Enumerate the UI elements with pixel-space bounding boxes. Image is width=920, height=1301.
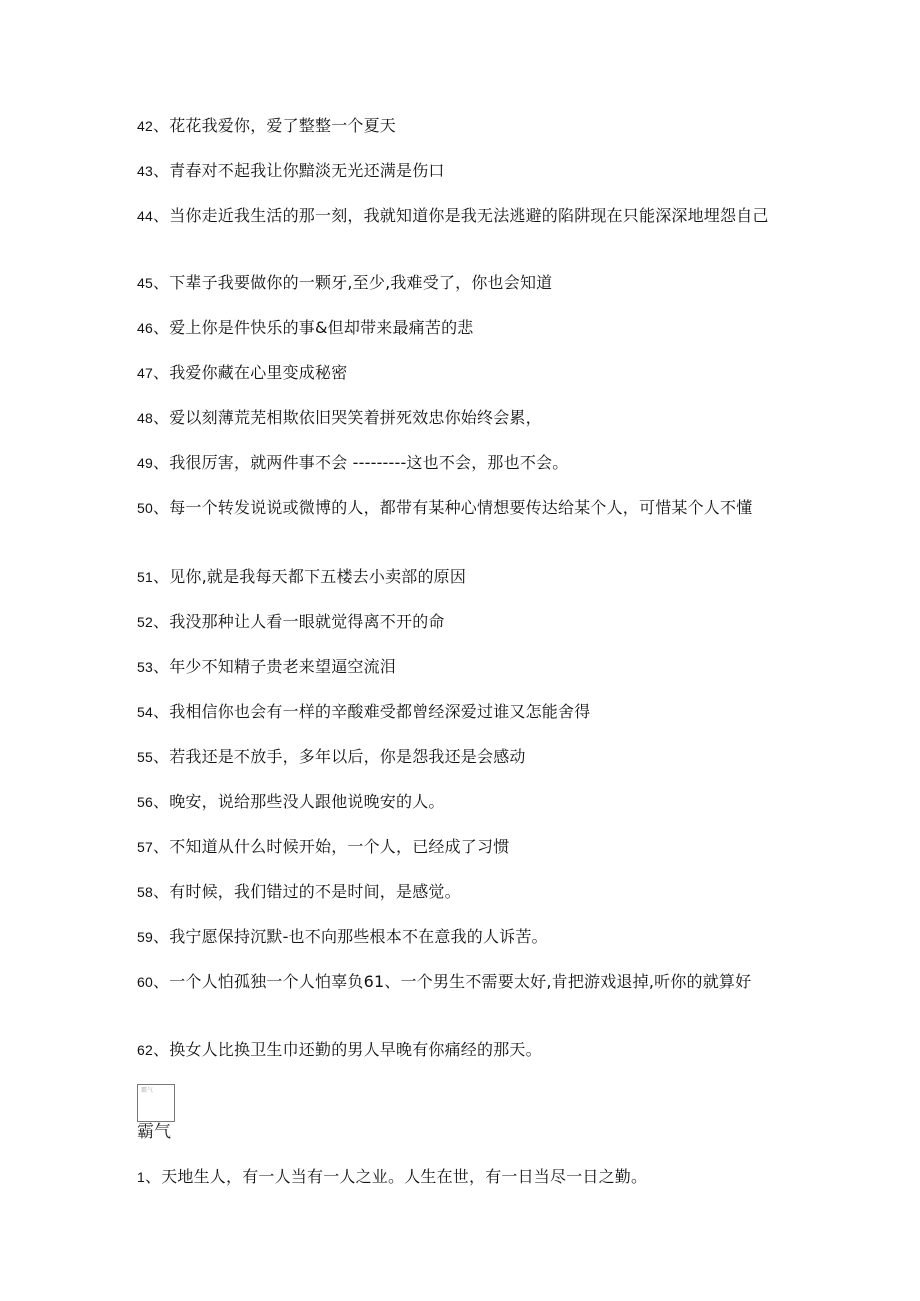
list-item: 42、花花我爱你，爱了整整一个夏天 <box>137 116 396 135</box>
list-item: 52、我没那种让人看一眼就觉得离不开的命 <box>137 612 445 631</box>
list-item: 53、年少不知精子贵老来望逼空流泪 <box>137 657 396 676</box>
image-placeholder-caption: 霸气 <box>141 1087 154 1094</box>
list-item: 47、我爱你藏在心里变成秘密 <box>137 363 348 382</box>
section-title: 霸气 <box>137 1122 171 1142</box>
list-item: 48、爱以刻薄荒芜相欺依旧哭笑着拼死效忠你始终会累， <box>137 408 542 427</box>
list-item: 59、我宁愿保持沉默-也不向那些根本不在意我的人诉苦。 <box>137 927 548 946</box>
list-item: 50、每一个转发说说或微博的人，都带有某种心情想要传达给某个人，可惜某个人不懂 <box>137 498 753 517</box>
image-placeholder-icon <box>137 1084 175 1122</box>
list-item: 43、青春对不起我让你黯淡无光还满是伤口 <box>137 161 445 180</box>
list-item: 57、不知道从什么时候开始，一个人，已经成了习惯 <box>137 837 510 856</box>
list-item: 54、我相信你也会有一样的辛酸难受都曾经深爱过谁又怎能舍得 <box>137 702 591 721</box>
list-item: 44、当你走近我生活的那一刻，我就知道你是我无法逃避的陷阱现在只能深深地埋怨自己 <box>137 206 769 225</box>
list-item: 45、下辈子我要做你的一颗牙,至少,我难受了，你也会知道 <box>137 273 553 292</box>
list-item: 56、晚安，说给那些没人跟他说晚安的人。 <box>137 792 445 811</box>
list-item: 60、一个人怕孤独一个人怕辜负61、一个男生不需要太好,肯把游戏退掉,听你的就算好 <box>137 972 752 991</box>
list-item: 46、爱上你是件快乐的事&但却带来最痛苦的悲 <box>137 318 474 337</box>
list-item: 1、天地生人，有一人当有一人之业。人生在世，有一日当尽一日之勤。 <box>137 1167 648 1186</box>
list-item: 49、我很厉害，就两件事不会 ---------这也不会，那也不会。 <box>137 453 569 472</box>
list-item: 58、有时候，我们错过的不是时间，是感觉。 <box>137 882 461 901</box>
list-item: 55、若我还是不放手，多年以后，你是怨我还是会感动 <box>137 747 526 766</box>
list-item: 62、换女人比换卫生巾还勤的男人早晚有你痛经的那天。 <box>137 1040 542 1059</box>
list-item: 51、见你,就是我每天都下五楼去小卖部的原因 <box>137 567 467 586</box>
